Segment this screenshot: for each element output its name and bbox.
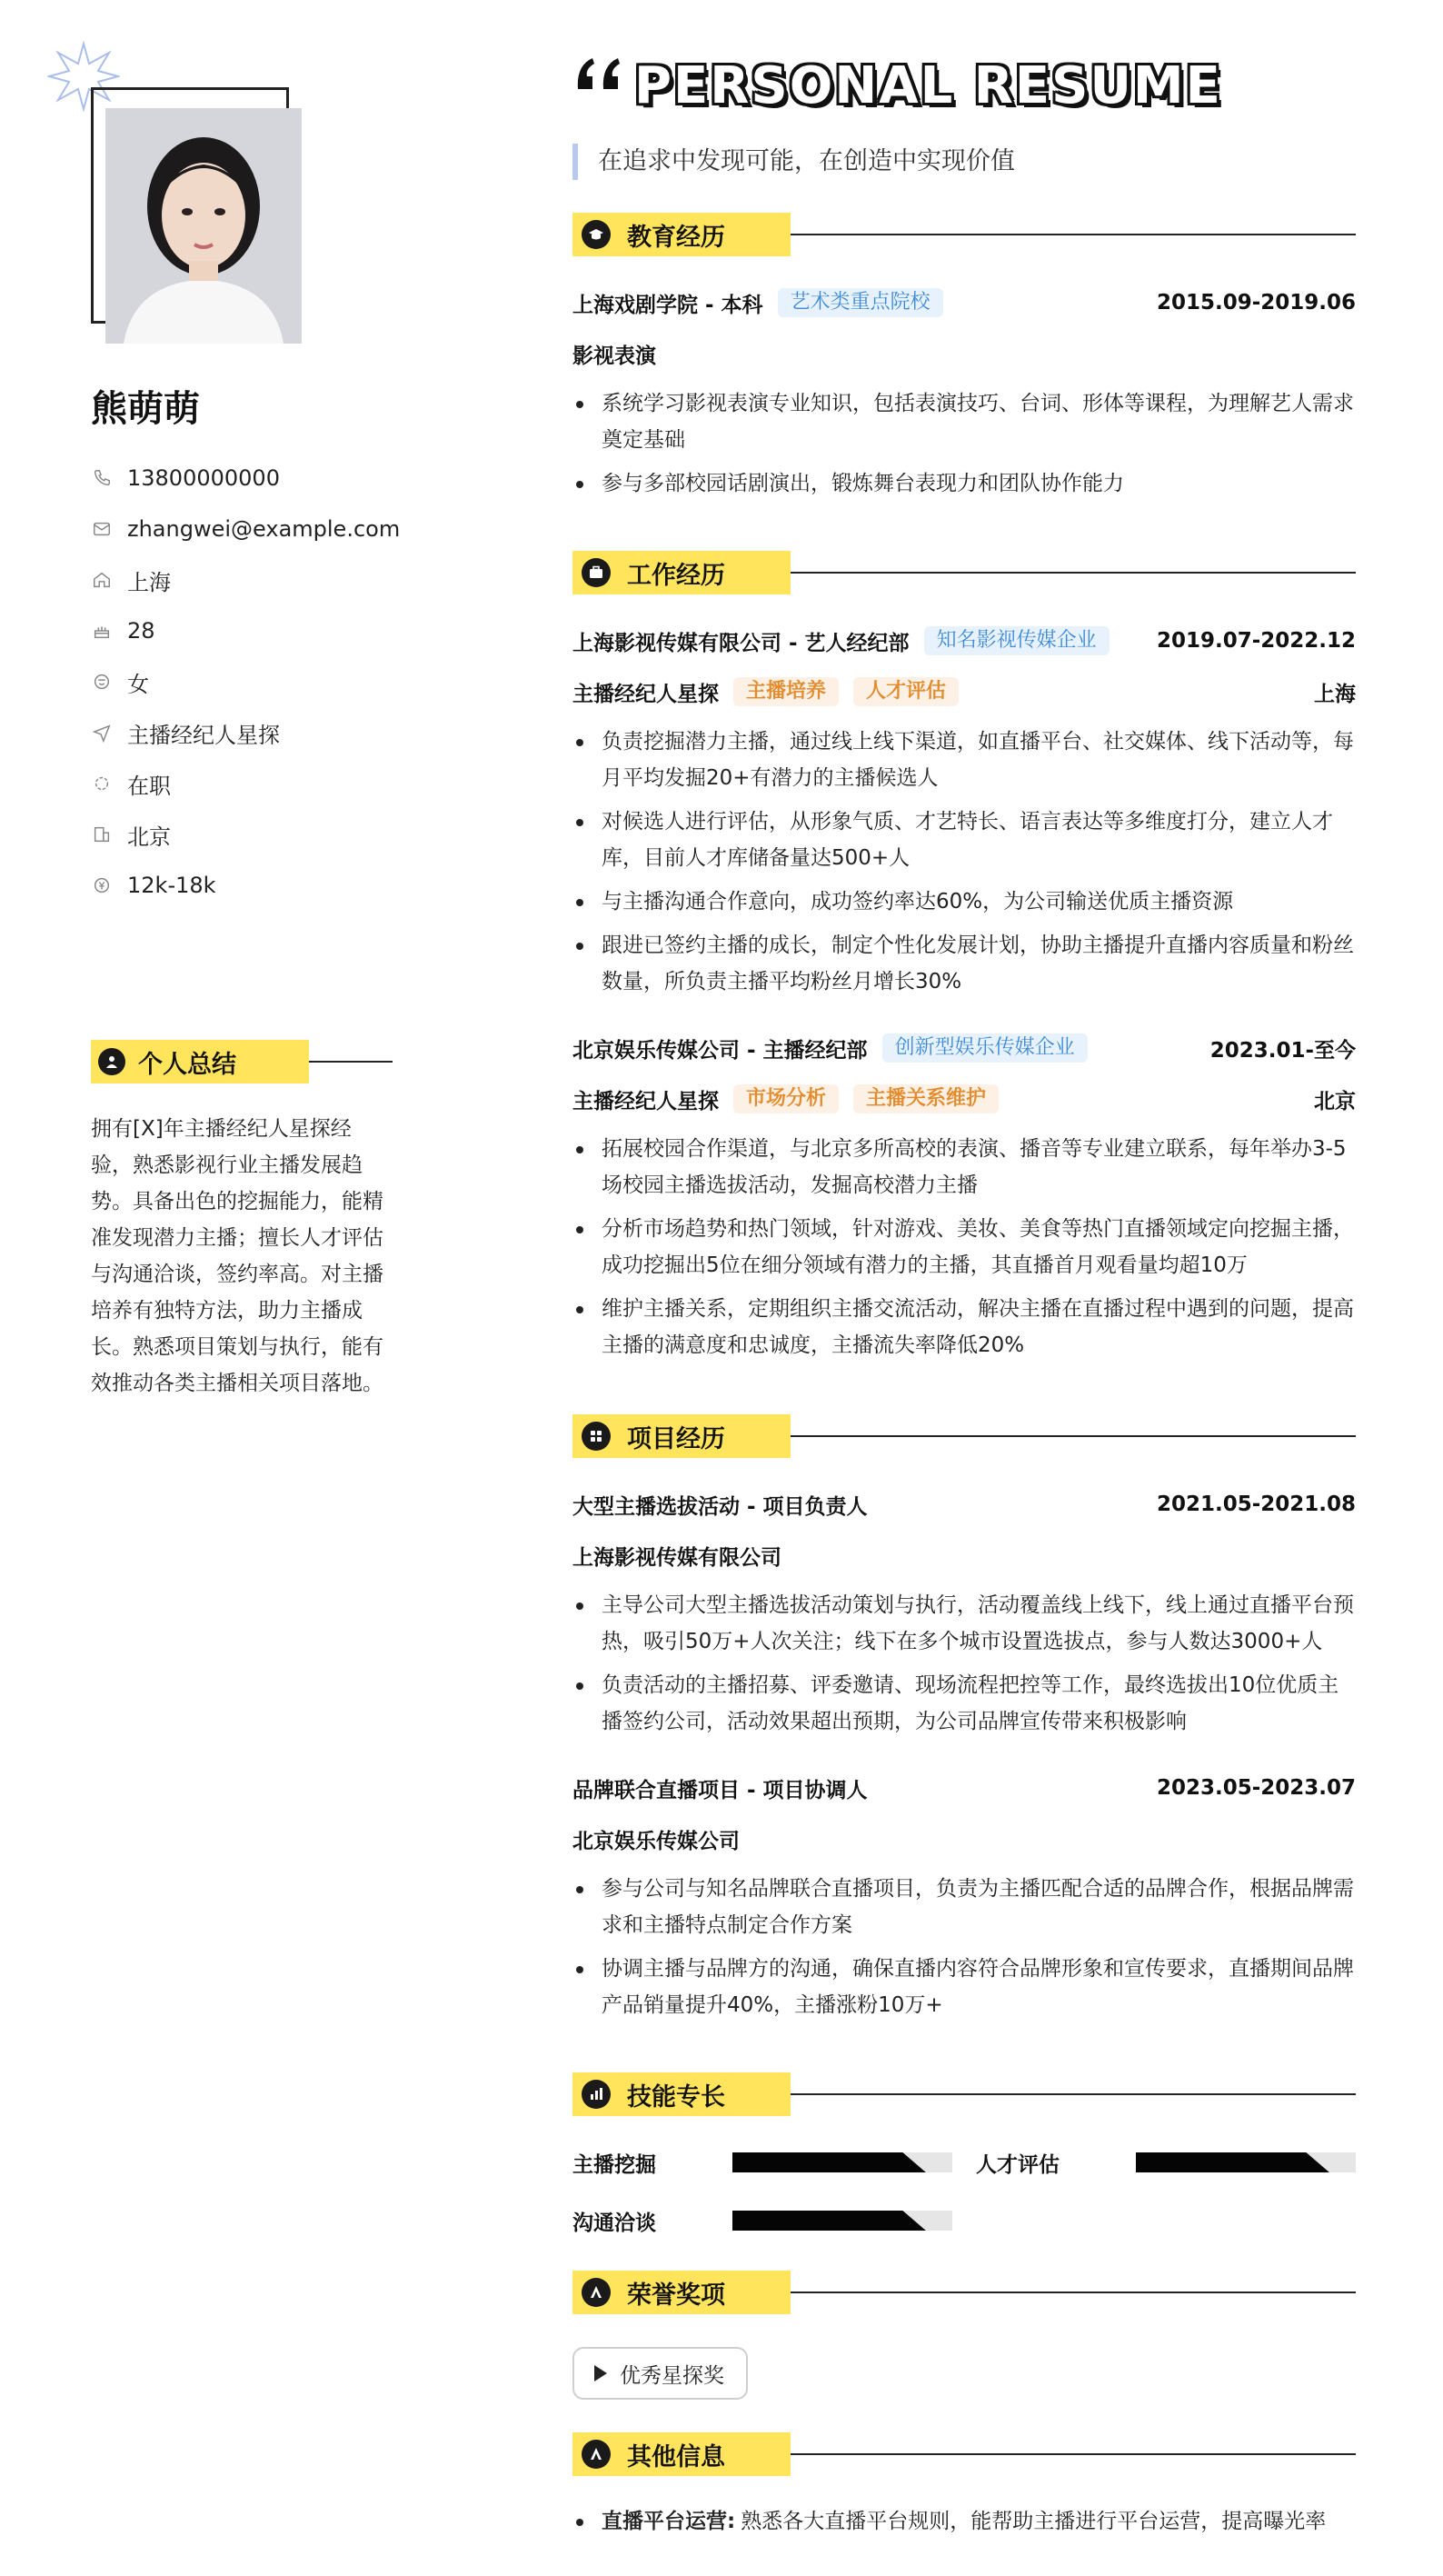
project-name: 大型主播选拔活动 - 项目负责人 — [572, 1494, 868, 1519]
info-status-text: 在职 — [127, 773, 171, 799]
other-title-pill — [572, 2432, 791, 2476]
skill-bar — [732, 2211, 952, 2231]
info-email — [91, 504, 400, 554]
contact-info-list — [91, 453, 400, 911]
divider — [791, 2093, 1356, 2095]
project-date: 2023.05-2023.07 — [1156, 1776, 1356, 1800]
job-city: 北京 — [1314, 1089, 1356, 1113]
skill-item — [572, 2205, 952, 2236]
info-status — [91, 758, 400, 809]
info-gender-text: 女 — [127, 671, 149, 697]
info-email-text: zhangwei@example.com — [127, 516, 401, 542]
list-item: 与主播沟通合作意向，成功签约率达60%，为公司输送优质主播资源 — [572, 884, 1356, 920]
honors-title: 荣誉奖项 — [627, 2281, 725, 2310]
skills-title: 技能专长 — [627, 2082, 725, 2112]
project-org: 北京娱乐传媒公司 — [572, 1829, 740, 1853]
building-icon — [91, 824, 113, 845]
skill-bar — [1136, 2152, 1356, 2172]
other-list — [572, 2503, 1356, 2540]
info-icon — [582, 2440, 611, 2469]
job-role: 主播经纪人星探 — [572, 1089, 719, 1113]
skill-tag: 市场分析 — [733, 1084, 839, 1113]
job-role-row — [572, 1083, 1356, 1114]
education-heading-row — [572, 287, 1356, 318]
job-heading-left — [572, 626, 1110, 656]
skill-label: 主播挖掘 — [572, 2152, 656, 2177]
info-location — [91, 554, 400, 605]
other-value: 熟悉各大直播平台规则，能帮助主播进行平台运营，提高曝光率 — [741, 2510, 1327, 2533]
gender-icon — [91, 671, 113, 693]
honors-title-pill — [572, 2271, 791, 2314]
project-bullets — [572, 1587, 1356, 1740]
list-item: 主导公司大型主播选拔活动策划与执行，活动覆盖线上线下，线上通过直播平台预热，吸引50万+人次关注；线下在多个城市设置选拔点，参与人数达3000+人 — [572, 1587, 1356, 1660]
school-tag: 艺术类重点院校 — [778, 288, 943, 317]
work-title: 工作经历 — [627, 561, 725, 590]
job-bullets — [572, 1131, 1356, 1363]
project-entry-1 — [572, 1489, 1356, 1747]
education-title-pill — [572, 213, 791, 256]
company-name: 上海影视传媒有限公司 - 艺人经纪部 — [572, 631, 910, 655]
skill-tag: 主播关系维护 — [853, 1084, 999, 1113]
info-position — [91, 707, 400, 758]
info-salary — [91, 860, 400, 911]
education-date: 2015.09-2019.06 — [1156, 291, 1356, 315]
cake-icon — [91, 620, 113, 642]
company-tag: 创新型娱乐传媒企业 — [882, 1033, 1088, 1063]
project-heading-row — [572, 1772, 1356, 1803]
job-role-left — [572, 677, 959, 707]
info-age-text: 28 — [127, 618, 155, 644]
divider — [791, 1435, 1356, 1437]
work-entry-2 — [572, 1033, 1356, 1371]
job-date: 2019.07-2022.12 — [1156, 629, 1356, 653]
divider — [791, 234, 1356, 235]
skills-section-header — [572, 2072, 1356, 2116]
info-city — [91, 809, 400, 860]
list-item: 跟进已签约主播的成长，制定个性化发展计划，协助主播提升直播内容质量和粉丝数量，所负责主播平均粉丝月增长30% — [572, 927, 1356, 1000]
job-heading-row — [572, 1033, 1356, 1063]
project-org-row — [572, 1540, 1356, 1571]
divider — [309, 1061, 393, 1063]
award-chip — [572, 2347, 748, 2400]
list-item: 对候选人进行评估，从形象气质、才艺特长、语言表达等多维度打分，建立人才库，目前人才库储备量达500+人 — [572, 804, 1356, 876]
info-age — [91, 605, 400, 656]
projects-title: 项目经历 — [627, 1424, 725, 1453]
company-tag: 知名影视传媒企业 — [924, 626, 1110, 655]
project-date: 2021.05-2021.08 — [1156, 1493, 1356, 1516]
project-org: 上海影视传媒有限公司 — [572, 1545, 781, 1570]
tagline: 在追求中发现可能，在创造中实现价值 — [572, 144, 1015, 180]
job-bullets — [572, 724, 1356, 1000]
summary-title: 个人总结 — [138, 1050, 236, 1079]
list-item: 参与公司与知名品牌联合直播项目，负责为主播匹配合适的品牌合作，根据品牌需求和主播特点制定合作方案 — [572, 1871, 1356, 1943]
mail-icon — [91, 518, 113, 540]
skill-bar-fill — [1136, 2152, 1329, 2172]
job-heading-row — [572, 625, 1356, 656]
bar-chart-icon — [582, 2080, 611, 2109]
graduation-cap-icon — [582, 220, 611, 249]
summary-section-header — [91, 1040, 393, 1083]
home-icon — [91, 569, 113, 591]
company-name: 北京娱乐传媒公司 - 主播经纪部 — [572, 1038, 868, 1063]
summary-title-pill — [91, 1040, 309, 1083]
phone-icon — [91, 467, 113, 489]
award-label: 优秀星探奖 — [620, 2363, 724, 2388]
project-heading-row — [572, 1489, 1356, 1520]
info-gender — [91, 656, 400, 707]
job-city: 上海 — [1314, 682, 1356, 706]
info-phone — [91, 453, 400, 504]
other-section-header — [572, 2432, 1356, 2476]
project-org-row — [572, 1823, 1356, 1854]
work-entry-1 — [572, 625, 1356, 1007]
salary-icon — [91, 874, 113, 896]
user-icon — [98, 1048, 125, 1075]
info-salary-text: 12k-18k — [127, 873, 216, 898]
job-heading-left — [572, 1033, 1088, 1063]
info-location-text: 上海 — [127, 569, 171, 595]
portrait-image — [105, 108, 302, 344]
job-role: 主播经纪人星探 — [572, 682, 719, 706]
school-name: 上海戏剧学院 - 本科 — [572, 293, 763, 317]
skill-label: 沟通洽谈 — [572, 2211, 656, 2235]
major: 影视表演 — [572, 344, 656, 368]
list-item: 维护主播关系，定期组织主播交流活动，解决主播在直播过程中遇到的问题，提高主播的满意度和忠诚度，主播流失率降低20% — [572, 1291, 1356, 1363]
skill-item — [572, 2147, 952, 2178]
project-bullets — [572, 1871, 1356, 2023]
skill-bar-fill — [732, 2152, 926, 2172]
education-title: 教育经历 — [627, 223, 725, 252]
project-entry-2 — [572, 1772, 1356, 2031]
award-icon — [582, 2278, 611, 2307]
play-icon — [594, 2365, 607, 2381]
work-section-header — [572, 551, 1356, 594]
list-item: 分析市场趋势和热门领域，针对游戏、美妆、美食等热门直播领域定向挖掘主播，成功挖掘出5位在细分领域有潜力的主播，其直播首月观看量均超10万 — [572, 1211, 1356, 1283]
info-position-text: 主播经纪人星探 — [127, 722, 280, 748]
list-item: 拓展校园合作渠道，与北京多所高校的表演、播音等专业建立联系，每年举办3-5场校园主播选拔活动，发掘高校潜力主播 — [572, 1131, 1356, 1203]
skill-item — [976, 2147, 1356, 2178]
other-key: 直播平台运营: — [602, 2510, 736, 2533]
resume-title: PERSONAL RESUME — [634, 56, 1222, 115]
skill-bar-fill — [732, 2211, 926, 2231]
info-city-text: 北京 — [127, 824, 171, 850]
grid-icon — [582, 1422, 611, 1451]
skills-title-pill — [572, 2072, 791, 2116]
list-item: 协调主播与品牌方的沟通，确保直播内容符合品牌形象和宣传要求，直播期间品牌产品销量提升40%，主播涨粉10万+ — [572, 1951, 1356, 2023]
status-icon — [91, 773, 113, 794]
major-row — [572, 338, 1356, 369]
divider — [791, 2453, 1356, 2455]
divider — [791, 2291, 1356, 2293]
quote-mark-icon — [574, 53, 625, 93]
briefcase-icon — [582, 558, 611, 587]
skill-label: 人才评估 — [976, 2152, 1060, 2177]
education-bullets — [572, 385, 1356, 502]
education-entry — [572, 287, 1356, 509]
job-role-row — [572, 676, 1356, 707]
list-item: 负责挖掘潜力主播，通过线上线下渠道，如直播平台、社交媒体、线下活动等，每月平均发掘20+有潜力的主播候选人 — [572, 724, 1356, 796]
projects-section-header — [572, 1414, 1356, 1458]
skill-bar — [732, 2152, 952, 2172]
divider — [791, 572, 1356, 574]
work-title-pill — [572, 551, 791, 594]
project-name: 品牌联合直播项目 - 项目协调人 — [572, 1778, 868, 1802]
skill-tag: 主播培养 — [733, 677, 839, 706]
list-item: 参与多部校园话剧演出，锻炼舞台表现力和团队协作能力 — [572, 465, 1356, 502]
list-item — [572, 2503, 1356, 2540]
info-phone-text: 13800000000 — [127, 465, 280, 491]
job-date: 2023.01-至今 — [1209, 1038, 1356, 1063]
sidebar — [0, 0, 509, 2576]
other-title: 其他信息 — [627, 2442, 725, 2471]
list-item: 系统学习影视表演专业知识，包括表演技巧、台词、形体等课程，为理解艺人需求奠定基础 — [572, 385, 1356, 458]
education-heading-left — [572, 288, 943, 318]
send-icon — [91, 722, 113, 744]
education-section-header — [572, 213, 1356, 256]
summary-text: 拥有[X]年主播经纪人星探经验，熟悉影视行业主播发展趋势。具备出色的挖掘能力，能精准发现潜力主播；擅长人才评估与沟通洽谈，签约率高。对主播培养有独特方法，助力主播成长。熟悉项目策划与执行，能有效推动各类主播相关项目落地。 — [91, 1117, 383, 1395]
skill-tag: 人才评估 — [853, 677, 959, 706]
list-item: 负责活动的主播招募、评委邀请、现场流程把控等工作，最终选拔出10位优质主播签约公司，活动效果超出预期，为公司品牌宣传带来积极影响 — [572, 1667, 1356, 1740]
honors-section-header — [572, 2271, 1356, 2314]
projects-title-pill — [572, 1414, 791, 1458]
profile-name: 熊萌萌 — [91, 388, 200, 430]
job-role-left — [572, 1084, 999, 1114]
bullet-dot — [572, 2503, 602, 2540]
avatar — [105, 108, 302, 344]
